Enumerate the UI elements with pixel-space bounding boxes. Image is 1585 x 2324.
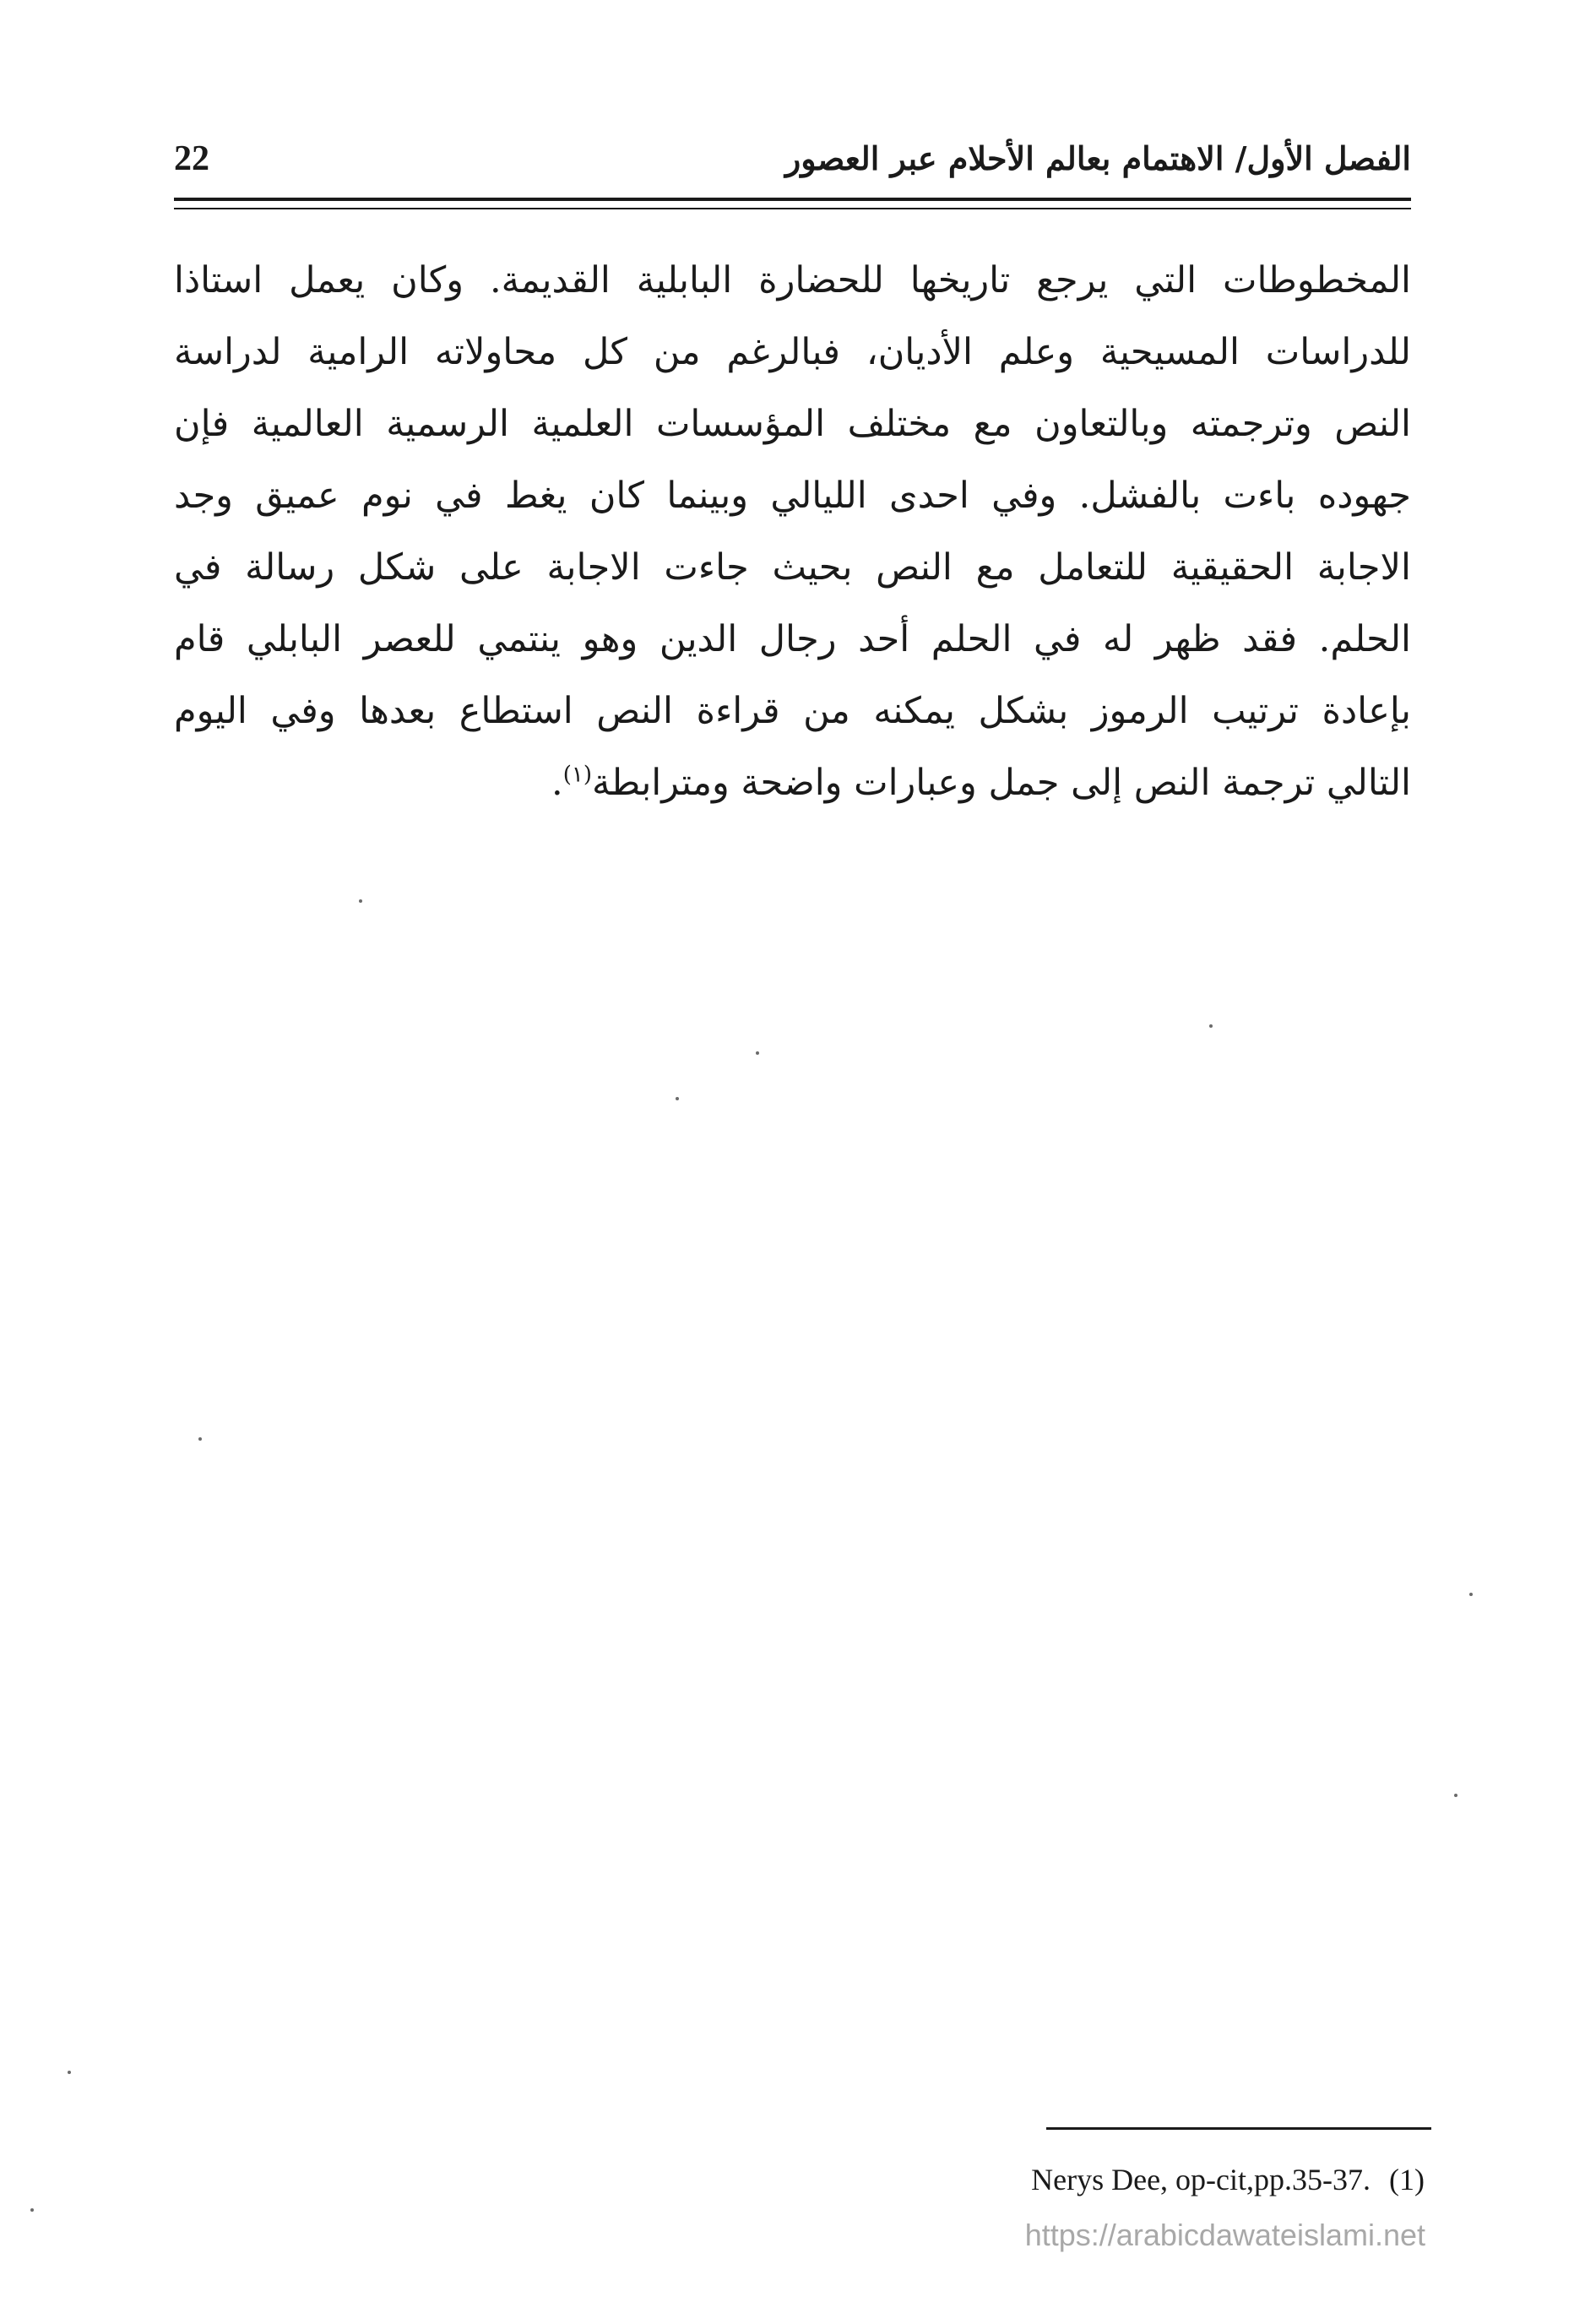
body-line: للدراسات المسيحية وعلم الأديان، فبالرغم من كل محاولاته الرامية لدراسة: [174, 331, 1411, 373]
scan-speck: [756, 1051, 759, 1055]
watermark-url[interactable]: https://arabicdawateislami.net: [1024, 2218, 1425, 2252]
last-line-text: التالي ترجمة النص إلى جمل وعبارات واضحة ومترابطة: [592, 762, 1411, 804]
scan-speck: [676, 1097, 679, 1100]
scan-speck: [1209, 1024, 1213, 1028]
body-line: جهوده باءت بالفشل. وفي احدى الليالي وبينما كان يغط في نوم عميق وجد: [174, 475, 1411, 517]
page-header: [174, 133, 1411, 193]
body-line: بإعادة ترتيب الرموز بشكل يمكنه من قراءة النص استطاع بعدها وفي اليوم: [174, 690, 1411, 732]
scan-speck: [1469, 1593, 1473, 1596]
footnote: [1031, 2158, 1425, 2201]
footnote-marker[interactable]: (١): [562, 762, 592, 788]
header-rule-thick: [174, 198, 1411, 201]
scan-speck: [68, 2071, 71, 2074]
page-number: 22: [174, 139, 209, 178]
header-rule-thin: [174, 208, 1411, 209]
body-line: المخطوطات التي يرجع تاريخها للحضارة البابلية القديمة. وكان يعمل استاذا: [174, 259, 1411, 301]
body-line: الحلم. فقد ظهر له في الحلم أحد رجال الدين وهو ينتمي للعصر البابلي قام: [174, 618, 1411, 660]
last-line-period: .: [551, 762, 563, 804]
scan-speck: [359, 899, 362, 903]
footnote-number: (1): [1389, 2163, 1425, 2196]
scan-speck: [198, 1437, 202, 1441]
body-line-last: [174, 747, 1411, 819]
body-line: النص وترجمته وبالتعاون مع مختلف المؤسسات العلمية الرسمية العالمية فإن: [174, 403, 1411, 445]
scan-speck: [1454, 1794, 1457, 1797]
scan-speck: [30, 2208, 34, 2212]
footnote-text: Nerys Dee, op-cit,pp.35-37.: [1031, 2163, 1371, 2196]
body-line: الاجابة الحقيقية للتعامل مع النص بحيث جاءت الاجابة على شكل رسالة في: [174, 546, 1411, 589]
running-title: الفصل الأول/ الاهتمام بعالم الأحلام عبر العصور: [784, 139, 1411, 177]
body-text: [174, 245, 1411, 819]
footnote-rule: [1046, 2127, 1431, 2130]
